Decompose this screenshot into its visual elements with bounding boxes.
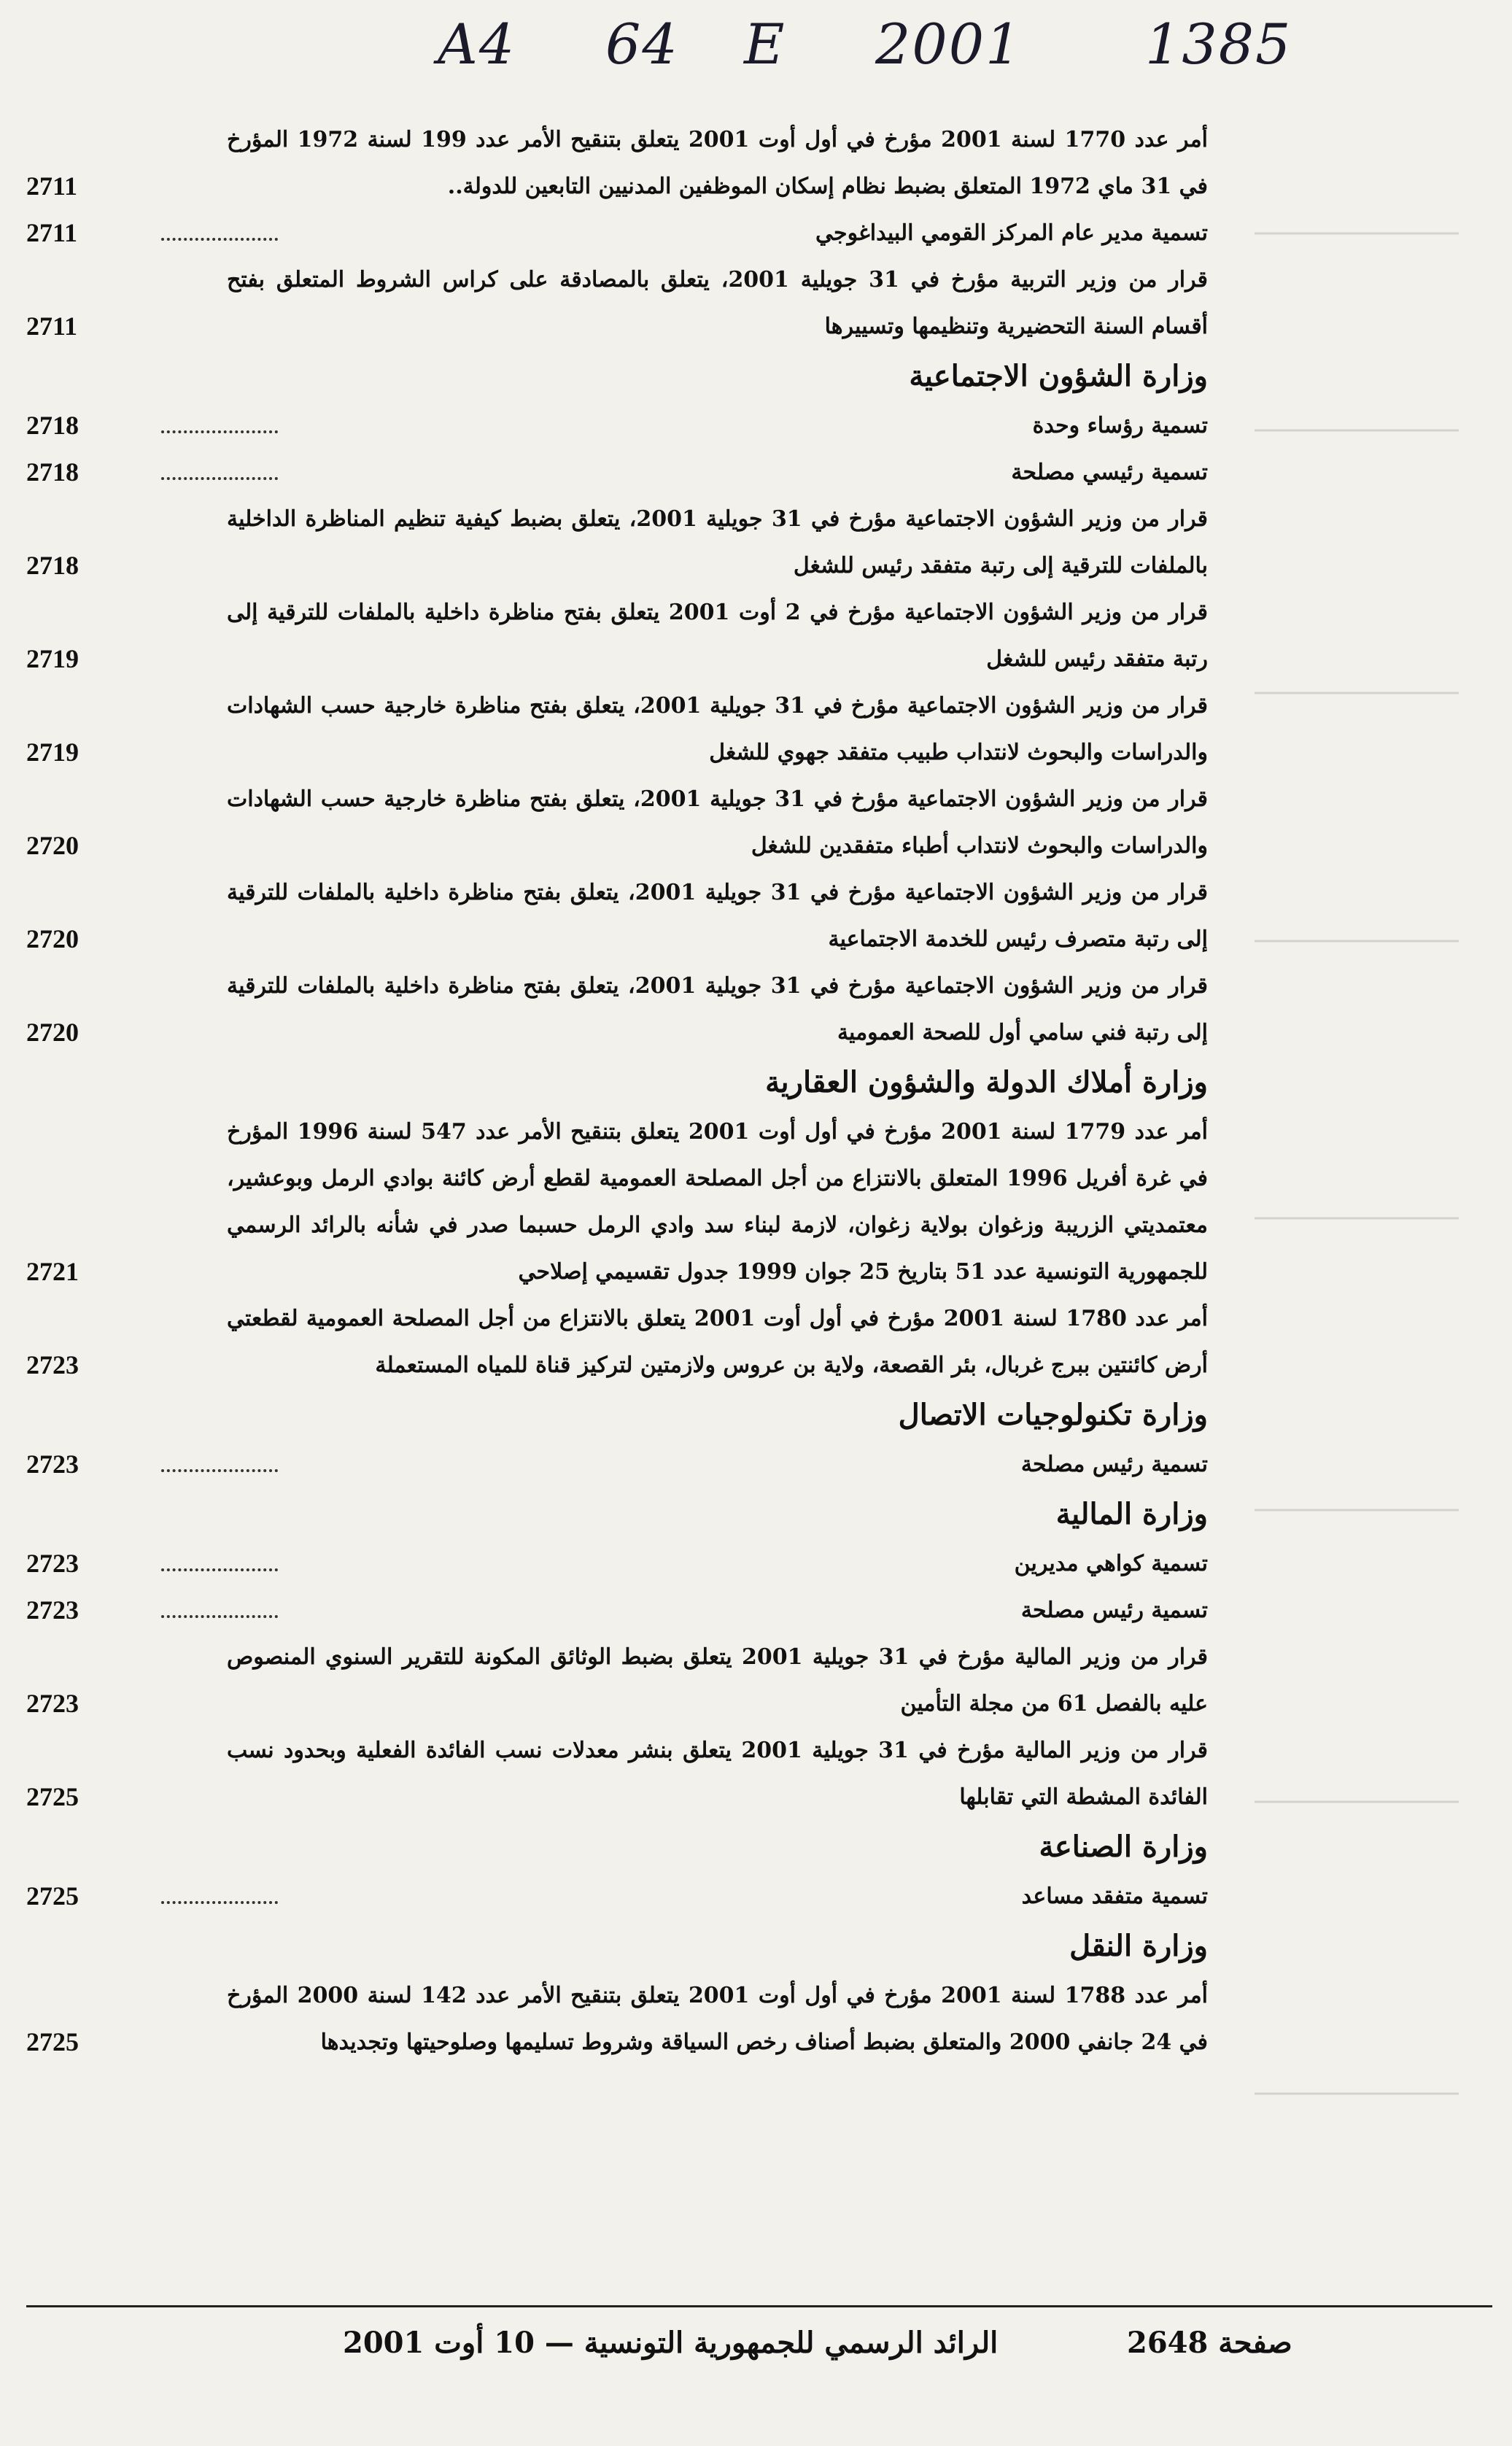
toc-entry-text: قرار من وزير الشؤون الاجتماعية مؤرخ في 31 جويلية 2001، يتعلق بفتح مناظرة خارجية حسب الشهادات والدراسات والبحوث لانتداب أطباء متفقدين للشغل (227, 786, 1208, 859)
toc-entry-page: 2720 (26, 924, 79, 953)
toc-entry-text: تسمية متفقد مساعد (1021, 1884, 1208, 1909)
toc-entry-text: قرار من وزير المالية مؤرخ في 31 جويلية 2001 يتعلق بنشر معدلات نسب الفائدة الفعلية وبحدود نسب الفائدة المشطة التي تقابلها (227, 1738, 1208, 1810)
handwritten-part1: 64 (605, 12, 679, 77)
toc-section (26, 117, 1208, 350)
toc-entry-text: أمر عدد 1779 لسنة 2001 مؤرخ في أول أوت 2001 يتعلق بتنقيح الأمر عدد 547 لسنة 1996 المؤرخ في غرة أفريل 1996 المتعلق بالانتزاع من أجل المصلحة العمومية لقطع أرض كائنة بوادي الرمل وبوعشير، معتمديتي الزريبة وزغوان بولاية زغوان، لازمة لبناء سد وادي الرمل حسبما صدر في شأنه بالرائد الرسمي للجمهورية التونسية عدد 51 بتاريخ 25 جوان 1999 جدول تقسيمي إصلاحي (227, 1119, 1209, 1285)
toc-entry-text: قرار من وزير التربية مؤرخ في 31 جويلية 2001، يتعلق بالمصادقة على كراس الشروط المتعلق بفتح أقسام السنة التحضيرية وتنظيمها وتسييرها (227, 267, 1208, 339)
toc-entry (26, 496, 1208, 589)
toc-entry-text: تسمية كواهي مديرين (1014, 1551, 1208, 1576)
toc-entry-page: 2723 (26, 1595, 79, 1625)
leader-dots (161, 477, 278, 480)
toc-entry-page: 2720 (26, 1018, 79, 1047)
footer-page-number: صفحة 2648 (1127, 2326, 1292, 2360)
toc-entry-text: قرار من وزير الشؤون الاجتماعية مؤرخ في 31 جويلية 2001، يتعلق بضبط كيفية تنظيم المناظرة الداخلية بالملفات للترقية إلى رتبة متفقد رئيس للشغل (227, 506, 1208, 578)
toc-entry (26, 870, 1208, 963)
toc-entry (26, 210, 1208, 257)
toc-entry-page: 2718 (26, 551, 79, 580)
leader-dots (161, 1901, 278, 1904)
toc-entry-text: تسمية رئيسي مصلحة (1011, 460, 1208, 485)
bleed-through-decoration (1240, 124, 1473, 2240)
toc-entry-text: قرار من وزير الشؤون الاجتماعية مؤرخ في 2 أوت 2001 يتعلق بفتح مناظرة داخلية بالملفات للترقية إلى رتبة متفقد رئيس للشغل (227, 600, 1209, 672)
toc-entry-page: 2711 (26, 311, 78, 341)
table-of-contents (26, 117, 1208, 2066)
toc-entry (26, 589, 1208, 683)
toc-entry-page: 2725 (26, 1782, 79, 1811)
toc-section (26, 1821, 1208, 1920)
section-heading: وزارة أملاك الدولة والشؤون العقارية (765, 1065, 1208, 1099)
toc-entry (26, 1634, 1208, 1727)
toc-entry (26, 1541, 1208, 1587)
handwritten-annotation (408, 4, 1342, 99)
toc-entry (26, 1973, 1208, 2066)
toc-entry (26, 1727, 1208, 1821)
toc-section (26, 1488, 1208, 1821)
toc-section (26, 1389, 1208, 1488)
handwritten-part2: E (744, 12, 786, 77)
toc-entry-text: تسمية رؤساء وحدة (1032, 413, 1208, 438)
leader-dots (161, 1615, 278, 1618)
section-heading: وزارة المالية (1055, 1497, 1208, 1531)
toc-entry-page: 2719 (26, 644, 79, 673)
toc-entry-page: 2725 (26, 1881, 79, 1911)
toc-entry-page: 2718 (26, 411, 79, 440)
toc-entry (26, 1873, 1208, 1920)
toc-entry (26, 1296, 1208, 1389)
toc-entry (26, 403, 1208, 449)
toc-entry-page: 2718 (26, 457, 79, 487)
toc-section (26, 1056, 1208, 1389)
toc-entry-text: تسمية رئيس مصلحة (1020, 1598, 1208, 1623)
toc-entry (26, 776, 1208, 870)
toc-entry-text: قرار من وزير المالية مؤرخ في 31 جويلية 2001 يتعلق بضبط الوثائق المكونة للتقرير السنوي المنصوص عليه بالفصل 61 من مجلة التأمين (227, 1644, 1208, 1717)
toc-entry-text: قرار من وزير الشؤون الاجتماعية مؤرخ في 31 جويلية 2001، يتعلق بفتح مناظرة خارجية حسب الشهادات والدراسات والبحوث لانتداب طبيب متفقد جهوي للشغل (227, 693, 1208, 765)
leader-dots (161, 1568, 278, 1571)
footer-journal-title: الرائد الرسمي للجمهورية التونسية — 10 أوت 2001 (343, 2326, 999, 2360)
toc-entry-page: 2711 (26, 218, 78, 247)
footer-rule (26, 2305, 1492, 2307)
section-heading: وزارة الشؤون الاجتماعية (909, 359, 1208, 393)
bleed-through-lines (1240, 124, 1473, 2240)
toc-entry-page: 2719 (26, 738, 79, 767)
toc-section (26, 1920, 1208, 2066)
toc-entry-page: 2725 (26, 2027, 79, 2056)
toc-entry-text: قرار من وزير الشؤون الاجتماعية مؤرخ في 31 جويلية 2001، يتعلق بفتح مناظرة داخلية بالملفات للترقية إلى رتبة فني سامي أول للصحة العمومية (227, 973, 1208, 1045)
toc-entry-page: 2720 (26, 831, 79, 860)
toc-entry (26, 117, 1208, 210)
toc-entry (26, 1109, 1208, 1296)
leader-dots (161, 1469, 278, 1472)
toc-entry-page: 2723 (26, 1350, 79, 1379)
toc-entry-page: 2723 (26, 1450, 79, 1479)
handwritten-year: 2001 (875, 12, 1023, 77)
toc-entry (26, 963, 1208, 1056)
section-heading: وزارة الصناعة (1039, 1830, 1208, 1864)
toc-entry-text: قرار من وزير الشؤون الاجتماعية مؤرخ في 31 جويلية 2001، يتعلق بفتح مناظرة داخلية بالملفات للترقية إلى رتبة متصرف رئيس للخدمة الاجتماعية (227, 880, 1208, 952)
toc-entry (26, 683, 1208, 776)
toc-entry-text: أمر عدد 1780 لسنة 2001 مؤرخ في أول أوت 2001 يتعلق بالانتزاع من أجل المصلحة العمومية لقطعتي أرض كائنتين ببرج غربال، بئر القصعة، ولاية بن عروس ولازمتين لتركيز قناة للمياه المستعملة (227, 1306, 1209, 1378)
toc-entry-page: 2721 (26, 1257, 79, 1286)
toc-entry-page: 2711 (26, 171, 78, 201)
toc-entry (26, 1587, 1208, 1634)
section-heading: وزارة النقل (1069, 1929, 1208, 1963)
handwritten-number: 1385 (1145, 12, 1292, 77)
toc-section (26, 350, 1208, 1056)
leader-dots (161, 430, 278, 433)
toc-entry (26, 257, 1208, 350)
toc-entry-text: أمر عدد 1788 لسنة 2001 مؤرخ في أول أوت 2001 يتعلق بتنقيح الأمر عدد 142 لسنة 2000 المؤرخ في 24 جانفي 2000 والمتعلق بضبط أصناف رخص السياقة وشروط تسليمها وصلوحيتها وتجديدها (227, 1983, 1208, 2055)
section-heading: وزارة تكنولوجيات الاتصال (898, 1398, 1208, 1432)
handwritten-a4: A4 (438, 12, 516, 77)
toc-entry-page: 2723 (26, 1549, 79, 1578)
leader-dots (161, 238, 278, 241)
toc-entry (26, 449, 1208, 496)
toc-entry-text: تسمية مدير عام المركز القومي البيداغوجي (815, 220, 1208, 246)
toc-entry-page: 2723 (26, 1689, 79, 1718)
toc-entry-text: تسمية رئيس مصلحة (1020, 1452, 1208, 1477)
toc-entry-text: أمر عدد 1770 لسنة 2001 مؤرخ في أول أوت 2001 يتعلق بتنقيح الأمر عدد 199 لسنة 1972 المؤرخ في 31 ماي 1972 المتعلق بضبط نظام إسكان الموظفين المدنيين التابعين للدولة.. (227, 127, 1208, 199)
toc-entry (26, 1441, 1208, 1488)
